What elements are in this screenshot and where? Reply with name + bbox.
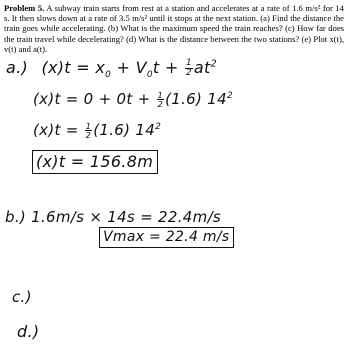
eq3-exp: 2 — [155, 122, 162, 132]
eq2-frac-den: 2 — [157, 99, 164, 109]
simplified-line — [33, 121, 161, 139]
part-a-answer-box: (x)t = 156.8m — [32, 150, 158, 174]
problem-statement — [4, 3, 344, 54]
eq3-frac-den: 2 — [85, 130, 92, 140]
eq1-sub0: 0 — [105, 70, 112, 81]
part-b-answer-box: Vmax = 22.4 m/s — [99, 227, 234, 248]
part-a-label-line — [6, 58, 217, 80]
eq2-tail: (1.6) 14 — [165, 90, 227, 108]
eq1-frac-den: 2 — [185, 68, 192, 78]
eq1-mid: + V — [111, 58, 147, 77]
kinematics-equation — [41, 58, 217, 81]
eq2-exp: 2 — [226, 91, 233, 101]
eq1-fraction — [185, 59, 193, 78]
part-a-label: a.) — [6, 58, 29, 77]
part-b-line: b.) 1.6m/s × 14s = 22.4m/s — [5, 208, 222, 226]
problem-text: A subway train starts from rest at a station and accelerates at a rate of 1.6 m/s² for 14 s. It then slows down at a rate of 3.5 m/s² until it stops at the next station. (a) Find the distance the train goes while accelerating. (b) What is the maximum speed the train reaches? (c) How far does the train travel while decelerating? (d) What is the distance between the two stations? (e) Plot x(t), v(t) and a(t). — [4, 3, 344, 54]
eq3-tail: (1.6) 14 — [93, 121, 156, 139]
eq2-lhs: (x)t = 0 + 0t + — [33, 90, 156, 108]
part-c-label: c.) — [12, 288, 32, 306]
eq2-frac-num: 1 — [157, 89, 164, 100]
substitution-line — [33, 90, 233, 108]
eq3-lhs: (x)t = — [33, 121, 84, 139]
eq1-exp: 2 — [210, 58, 217, 70]
eq1-lhs: (x)t = x — [41, 58, 106, 77]
part-d-label: d.) — [17, 322, 40, 341]
problem-label: Problem 5. — [4, 3, 45, 13]
eq3-frac-num: 1 — [85, 120, 92, 131]
eq3-fraction — [85, 122, 93, 140]
eq2-fraction — [157, 91, 165, 109]
eq1-sub1: 0 — [146, 70, 153, 81]
eq1-rest: t + — [152, 58, 184, 77]
eq1-frac-num: 1 — [185, 58, 192, 69]
eq1-tail: at — [193, 58, 211, 77]
